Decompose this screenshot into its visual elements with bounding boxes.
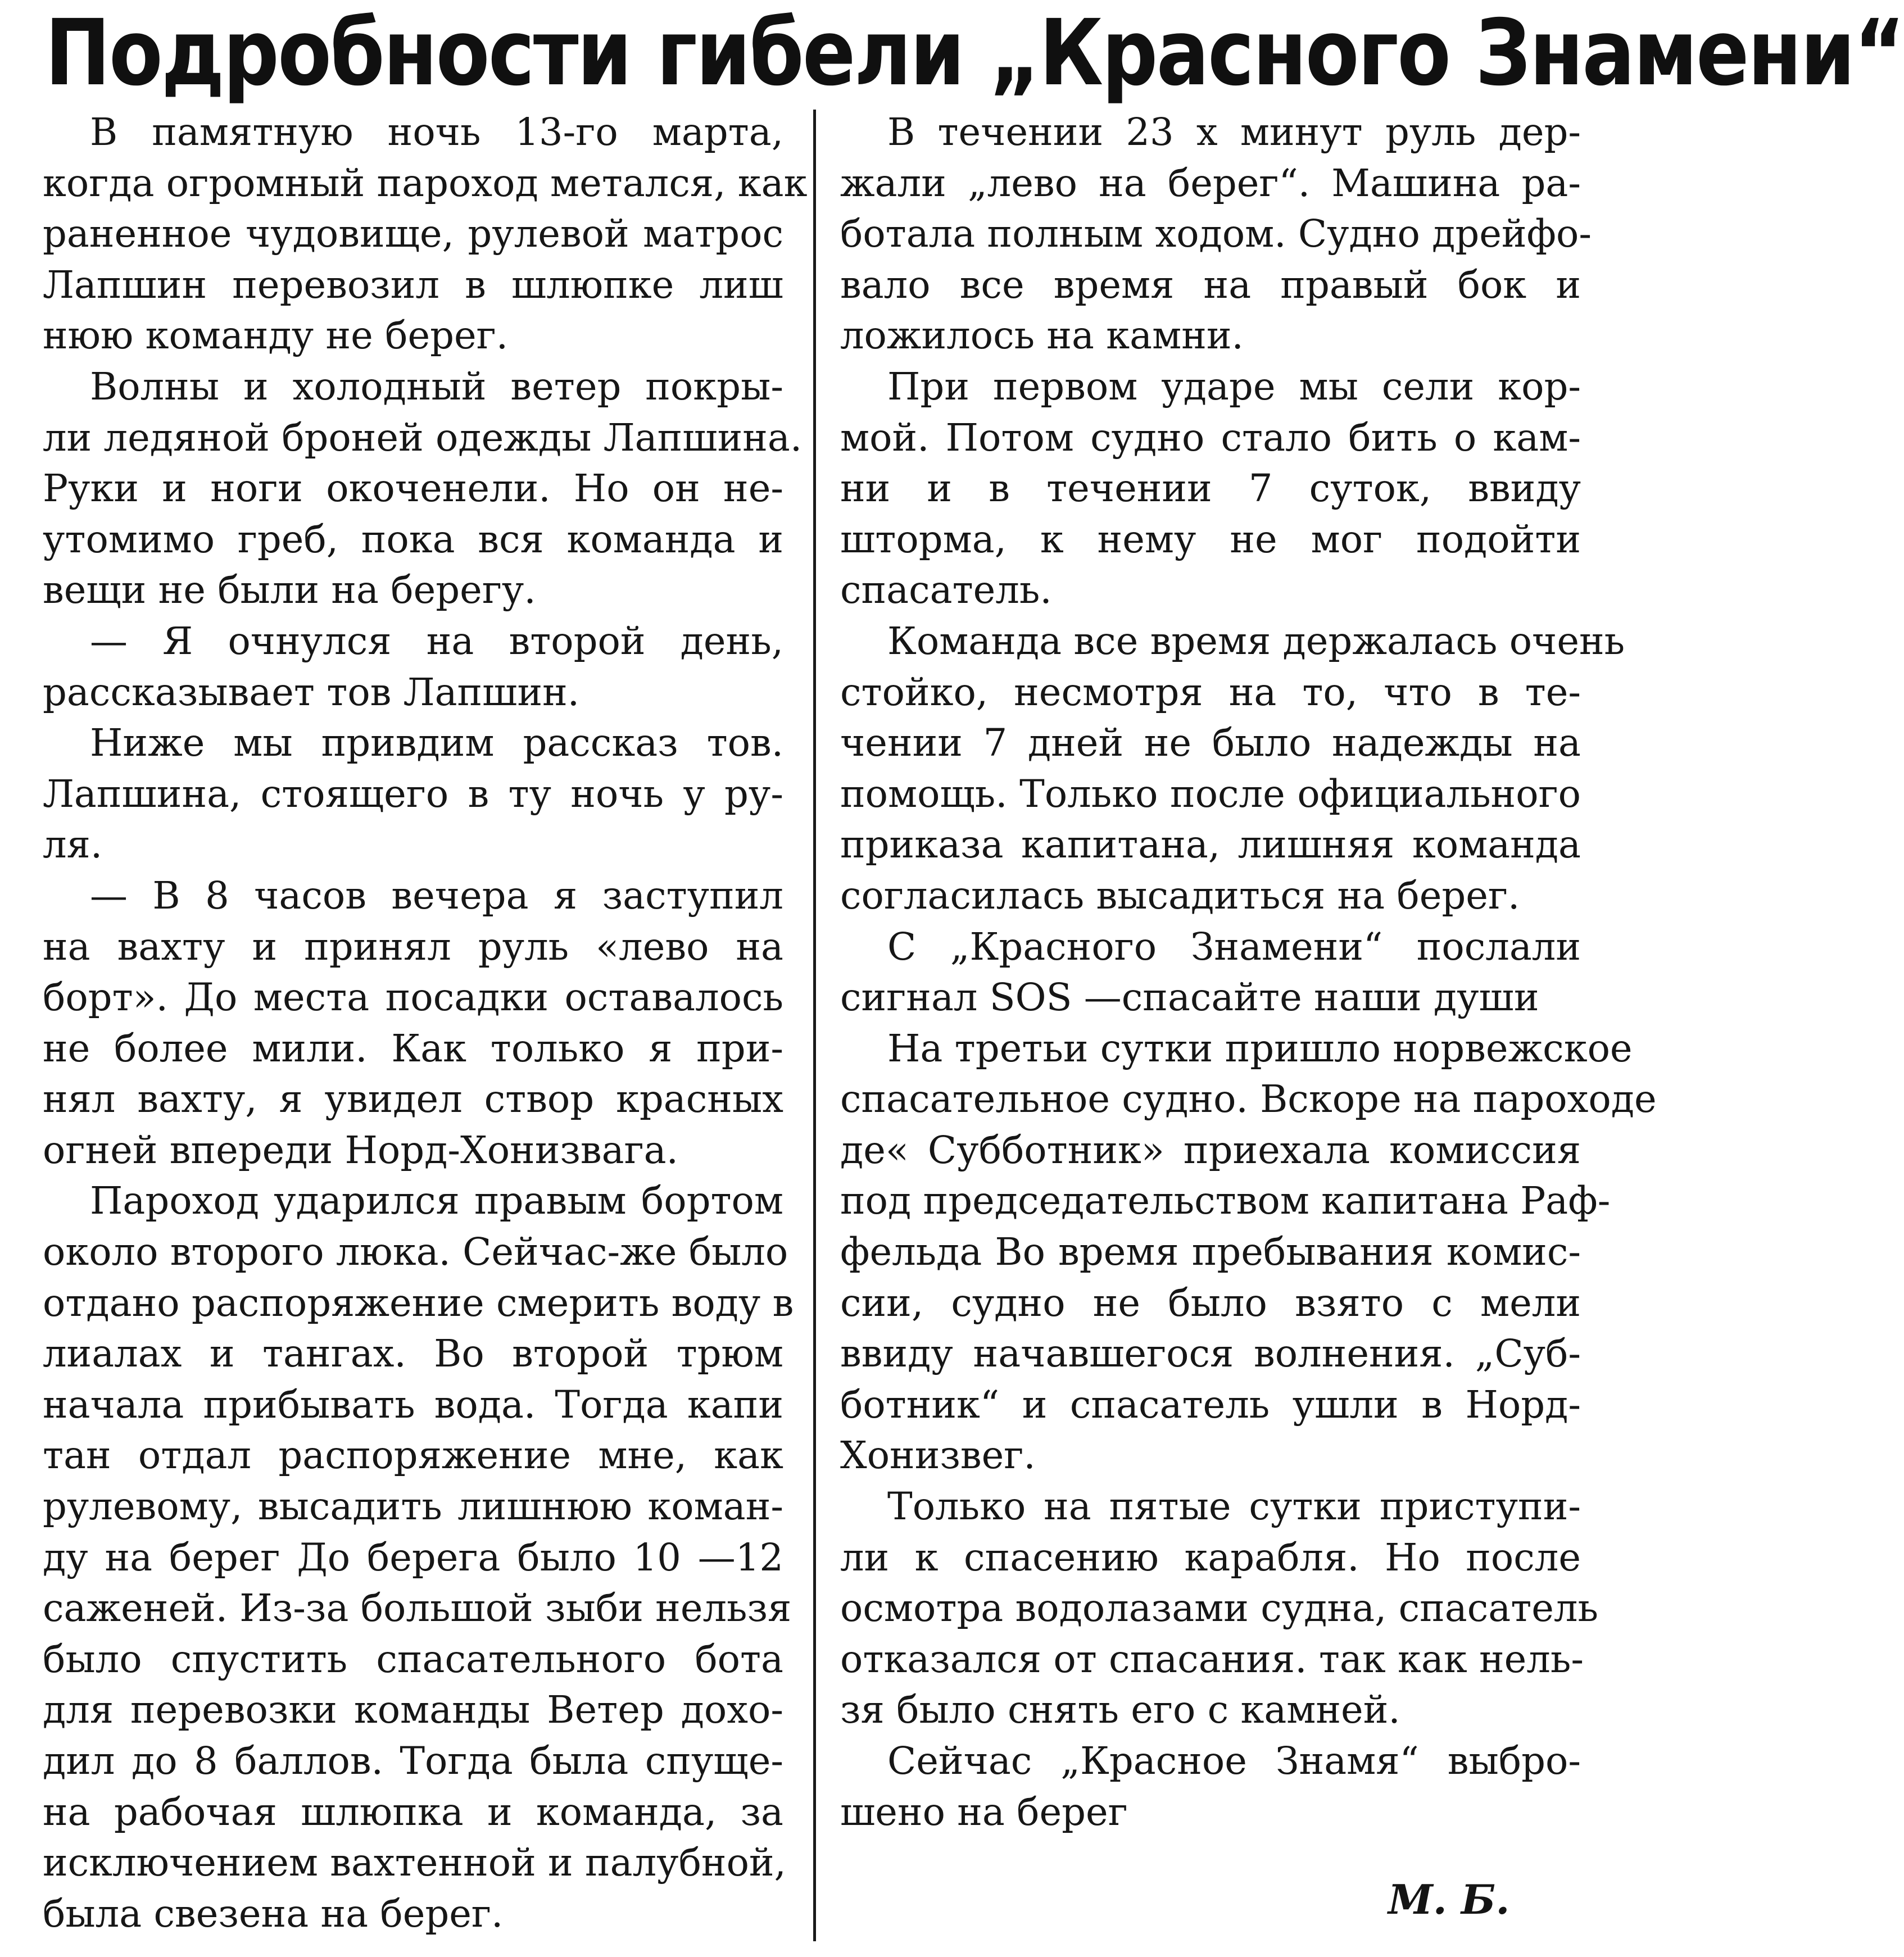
text-line: была свезена на берег.	[43, 1891, 504, 1936]
text-line: раненное чудовище, рулевой матрос	[43, 212, 783, 256]
author-signature: М. Б.	[1388, 1876, 1510, 1923]
text-line: стойко, несмотря на то, что в те-	[840, 670, 1581, 714]
article-paragraph	[43, 361, 803, 616]
text-line: сии, судно не было взято с мели	[840, 1281, 1581, 1325]
text-line: начала прибывать вода. Тогда капи	[43, 1382, 783, 1427]
text-line: для перевозки команды Ветер дохо-	[43, 1688, 783, 1732]
left-column	[43, 107, 808, 1939]
text-line: рулевому, высадить лишнюю коман-	[43, 1484, 783, 1529]
right-column	[840, 107, 1657, 1837]
text-line: жали „лево на берег“. Машина ра-	[840, 161, 1581, 205]
article-paragraph	[840, 1736, 1581, 1837]
text-line: Сейчас „Красное Знамя“ выбро-	[887, 1739, 1581, 1783]
text-line: де« Субботник» приехала комиссия	[840, 1128, 1581, 1172]
article-paragraph	[43, 1175, 794, 1939]
text-line: Волны и холодный ветер покры-	[90, 364, 783, 408]
article-paragraph	[840, 1481, 1598, 1736]
article-paragraph	[43, 718, 783, 870]
text-line: шено на берег	[840, 1790, 1128, 1834]
article-paragraph	[43, 107, 808, 361]
article-paragraph	[840, 616, 1625, 921]
text-line: Лапшина, стоящего в ту ночь у ру-	[43, 771, 783, 816]
text-line: мой. Потом судно стало бить о кам-	[840, 415, 1581, 460]
text-line: согласилась высадиться на берег.	[840, 873, 1520, 918]
text-line: При первом ударе мы сели кор-	[887, 364, 1581, 408]
text-line: саженей. Из-за большой зыби нельзя	[43, 1586, 792, 1631]
text-line: ботала полным ходом. Судно дрейфо-	[840, 212, 1592, 256]
text-line: чении 7 дней не было надежды на	[840, 721, 1581, 765]
article-paragraph	[840, 1023, 1657, 1481]
text-line: ложилось на камни.	[840, 314, 1244, 358]
text-line: рассказывает тов Лапшин.	[43, 670, 580, 714]
text-line: на вахту и принял руль «лево на	[43, 924, 783, 969]
text-line: зя было снять его с камней.	[840, 1688, 1400, 1732]
text-line: вещи не были на берегу.	[43, 568, 536, 612]
text-line: приказа капитана, лишняя команда	[840, 823, 1581, 867]
text-line: Только на пятые сутки приступи-	[887, 1484, 1581, 1529]
text-line: — В 8 часов вечера я заступил	[90, 873, 783, 918]
text-line: отдано распоряжение смерить воду в	[43, 1281, 794, 1325]
headline: Подробности гибели „Красного Знамени“	[45, 1, 1904, 106]
text-line: осмотра водолазами судна, спасатель	[840, 1586, 1598, 1631]
text-line: ботник“ и спасатель ушли в Норд-	[840, 1382, 1581, 1427]
text-line: отказался от спасания. так как нель-	[840, 1637, 1584, 1681]
text-line: дил до 8 баллов. Тогда была спуще-	[43, 1739, 783, 1783]
text-line: шторма, к нему не мог подойти	[840, 517, 1581, 561]
text-line: утомимо греб, пока вся команда и	[43, 517, 783, 561]
text-line: лиалах и тангах. Во второй трюм	[43, 1332, 783, 1376]
text-line: ли к спасению карабля. Но после	[840, 1535, 1581, 1579]
text-line: ввиду начавшегося волнения. „Суб-	[840, 1332, 1581, 1376]
text-line: Хонизвег.	[840, 1433, 1036, 1478]
text-line: нюю команду не берег.	[43, 314, 509, 358]
text-line: В течении 23 х минут руль дер-	[887, 110, 1581, 154]
text-line: тан отдал распоряжение мне, как	[43, 1433, 783, 1478]
text-line: под председательством капитана Раф-	[840, 1179, 1611, 1223]
text-line: помощь. Только после официального	[840, 771, 1581, 816]
article-paragraph	[840, 921, 1581, 1023]
text-line: на рабочая шлюпка и команда, за	[43, 1790, 783, 1834]
column-divider	[813, 110, 816, 1941]
text-line: борт». До места посадки оставалось	[43, 975, 783, 1020]
text-line: не более мили. Как только я при-	[43, 1026, 783, 1070]
text-line: когда огромный пароход метался, как	[43, 161, 808, 205]
text-line: фельда Во время пребывания комис-	[840, 1230, 1581, 1274]
text-line: нял вахту, я увидел створ красных	[43, 1077, 783, 1121]
text-line: вало все время на правый бок и	[840, 262, 1581, 307]
text-line: ли ледяной броней одежды Лапшина.	[43, 415, 803, 460]
text-line: Пароход ударился правым бортом	[90, 1179, 783, 1223]
text-line: сигнал SOS —спасайте наши души	[840, 975, 1539, 1020]
text-line: Лапшин перевозил в шлюпке лиш	[43, 262, 783, 307]
text-line: С „Красного Знамени“ послали	[887, 924, 1581, 969]
text-line: ду на берег До берега было 10 —12	[43, 1535, 783, 1579]
text-line: около второго люка. Сейчас-же было	[43, 1230, 788, 1274]
text-line: В памятную ночь 13-го марта,	[90, 110, 783, 154]
text-line: Команда все время держалась очень	[887, 619, 1625, 663]
text-line: ля.	[43, 823, 103, 867]
article-paragraph	[43, 870, 783, 1176]
article-paragraph	[840, 361, 1581, 616]
text-line: Руки и ноги окоченели. Но он не-	[43, 466, 783, 511]
text-line: спасательное судно. Вскоре на пароходе	[840, 1077, 1657, 1121]
text-line: спасатель.	[840, 568, 1052, 612]
text-line: Ниже мы привдим рассказ тов.	[90, 721, 783, 765]
text-line: ни и в течении 7 суток, ввиду	[840, 466, 1581, 511]
article-paragraph	[840, 107, 1592, 361]
text-line: исключением вахтенной и палубной,	[43, 1841, 786, 1885]
text-line: — Я очнулся на второй день,	[90, 619, 783, 663]
article-paragraph	[43, 616, 783, 718]
text-line: было спустить спасательного бота	[43, 1637, 783, 1681]
text-line: На третьи сутки пришло норвежское	[887, 1026, 1633, 1070]
text-line: огней впереди Норд-Хонизвага.	[43, 1128, 678, 1172]
